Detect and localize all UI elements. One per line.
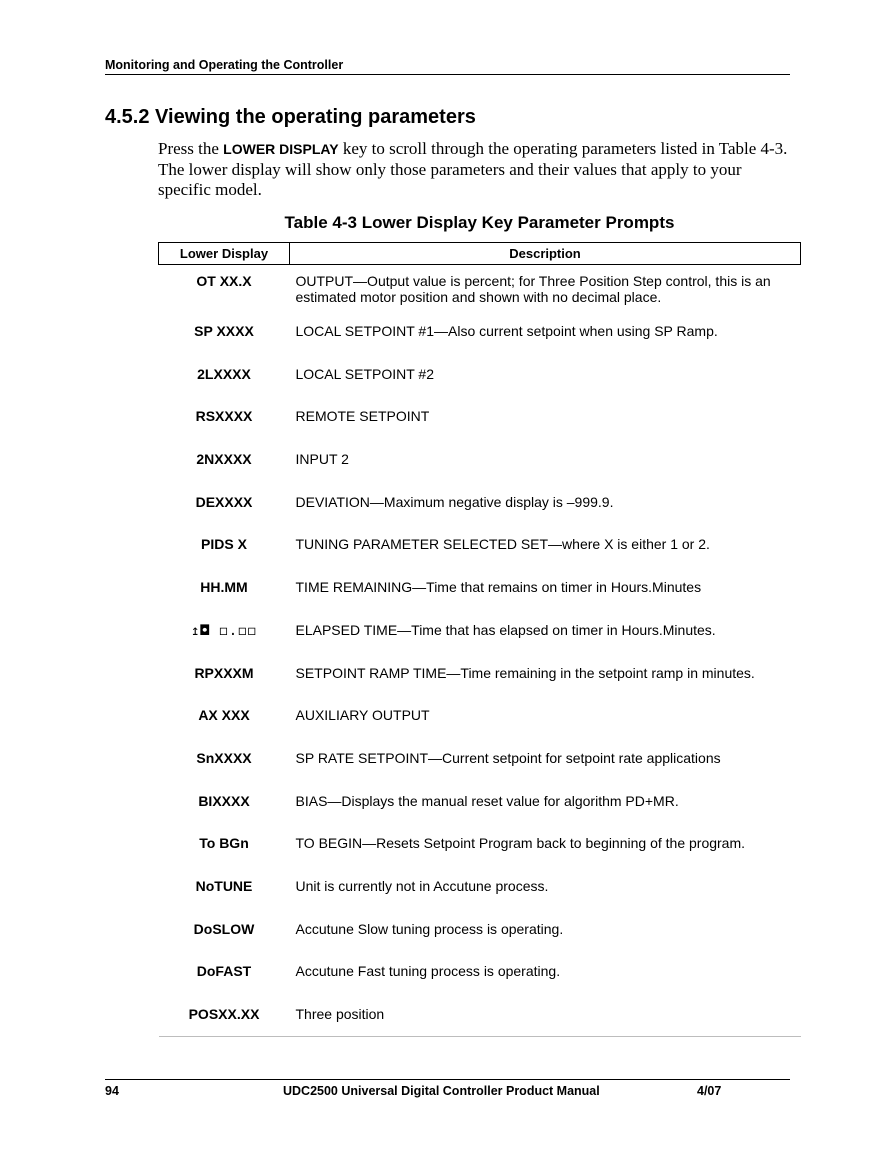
parameter-description: BIAS—Displays the manual reset value for algorithm PD+MR. xyxy=(295,792,679,809)
table-row xyxy=(159,486,801,529)
parameter-description: Accutune Slow tuning process is operating. xyxy=(295,920,564,937)
table-row xyxy=(159,742,801,785)
lower-display-code: OT XX.X xyxy=(196,273,252,289)
lower-display-code: RPXXXM xyxy=(194,664,254,681)
table-row xyxy=(159,913,801,956)
intro-text-after: key to scroll through the operating parameters listed in Table 4-3. The lower display will show only those parameters and their values that apply to your specific model. xyxy=(158,139,788,199)
parameter-description: SETPOINT RAMP TIME—Time remaining in the setpoint ramp in minutes. xyxy=(295,664,755,681)
parameter-description: Accutune Fast tuning process is operating. xyxy=(295,963,561,980)
parameter-description: Three position xyxy=(290,998,801,1037)
table-header-row xyxy=(159,243,801,265)
lower-display-code: SP XXXX xyxy=(194,323,254,339)
parameter-description: TO BEGIN—Resets Setpoint Program back to beginning of the program. xyxy=(295,835,746,852)
parameter-description: REMOTE SETPOINT xyxy=(295,408,430,425)
lower-display-code: HH.MM xyxy=(200,579,248,596)
parameter-description: INPUT 2 xyxy=(295,451,349,468)
lower-display-code: DoFAST xyxy=(196,963,252,980)
lower-display-code: DoSLOW xyxy=(193,920,255,937)
table-row xyxy=(159,315,801,358)
lower-display-code xyxy=(159,614,290,657)
lower-display-code: DEXXXX xyxy=(195,493,253,510)
manual-title: UDC2500 Universal Digital Controller Product Manual xyxy=(283,1084,600,1098)
parameter-description: LOCAL SETPOINT #2 xyxy=(295,365,434,382)
running-header: Monitoring and Operating the Controller xyxy=(105,58,790,75)
lower-display-code: RSXXXX xyxy=(195,408,253,425)
elapsed-time-segment-glyphs: ↥◘ ◻.◻◻ xyxy=(190,622,257,639)
parameter-description: OUTPUT—Output value is percent; for Three Position Step control, this is an estimated motor position and shown with no decimal place. xyxy=(295,273,771,305)
lower-display-code: NoTUNE xyxy=(195,877,253,894)
table-row xyxy=(159,657,801,700)
revision-date: 4/07 xyxy=(697,1084,722,1098)
intro-text-before: Press the xyxy=(158,139,224,158)
parameter-description: DEVIATION—Maximum negative display is –999.9. xyxy=(295,493,614,510)
table-row xyxy=(159,400,801,443)
lower-display-code: 2NXXXX xyxy=(196,451,252,468)
lower-display-code: BIXXXX xyxy=(198,792,250,809)
lower-display-code: 2LXXXX xyxy=(197,365,251,382)
lower-display-code: SnXXXX xyxy=(196,749,252,766)
page-footer xyxy=(105,1079,790,1098)
table-row xyxy=(159,998,801,1037)
page-number: 94 xyxy=(105,1084,119,1098)
parameter-prompts-table xyxy=(158,242,801,1037)
table-row xyxy=(159,955,801,998)
table-row xyxy=(159,443,801,486)
table-row xyxy=(159,827,801,870)
column-header-description: Description xyxy=(290,243,801,265)
parameter-description: LOCAL SETPOINT #1—Also current setpoint when using SP Ramp. xyxy=(295,323,718,339)
table-row xyxy=(159,265,801,316)
table-row xyxy=(159,699,801,742)
lower-display-code: PIDS X xyxy=(201,536,247,553)
table-row xyxy=(159,785,801,828)
table-row xyxy=(159,528,801,571)
table-title: Table 4-3 Lower Display Key Parameter Prompts xyxy=(284,213,675,232)
parameter-description: AUXILIARY OUTPUT xyxy=(295,707,430,724)
section-title: 4.5.2 Viewing the operating parameters xyxy=(105,106,476,128)
parameter-description: ELAPSED TIME—Time that has elapsed on timer in Hours.Minutes. xyxy=(295,621,716,638)
lower-display-code: AX XXX xyxy=(198,707,250,724)
table-row xyxy=(159,358,801,401)
table-row xyxy=(159,870,801,913)
table-row xyxy=(159,571,801,614)
lower-display-key-name: LOWER DISPLAY xyxy=(223,141,339,157)
parameter-description: TUNING PARAMETER SELECTED SET—where X is either 1 or 2. xyxy=(295,536,710,553)
intro-paragraph xyxy=(158,139,788,201)
table-row xyxy=(159,614,801,657)
column-header-lower-display: Lower Display xyxy=(159,243,290,265)
parameter-description: SP RATE SETPOINT—Current setpoint for setpoint rate applications xyxy=(295,749,721,766)
lower-display-code: To BGn xyxy=(199,835,249,852)
lower-display-code: POSXX.XX xyxy=(159,998,290,1037)
parameter-description: Unit is currently not in Accutune process. xyxy=(295,877,549,894)
parameter-description: TIME REMAINING—Time that remains on timer in Hours.Minutes xyxy=(295,579,702,596)
